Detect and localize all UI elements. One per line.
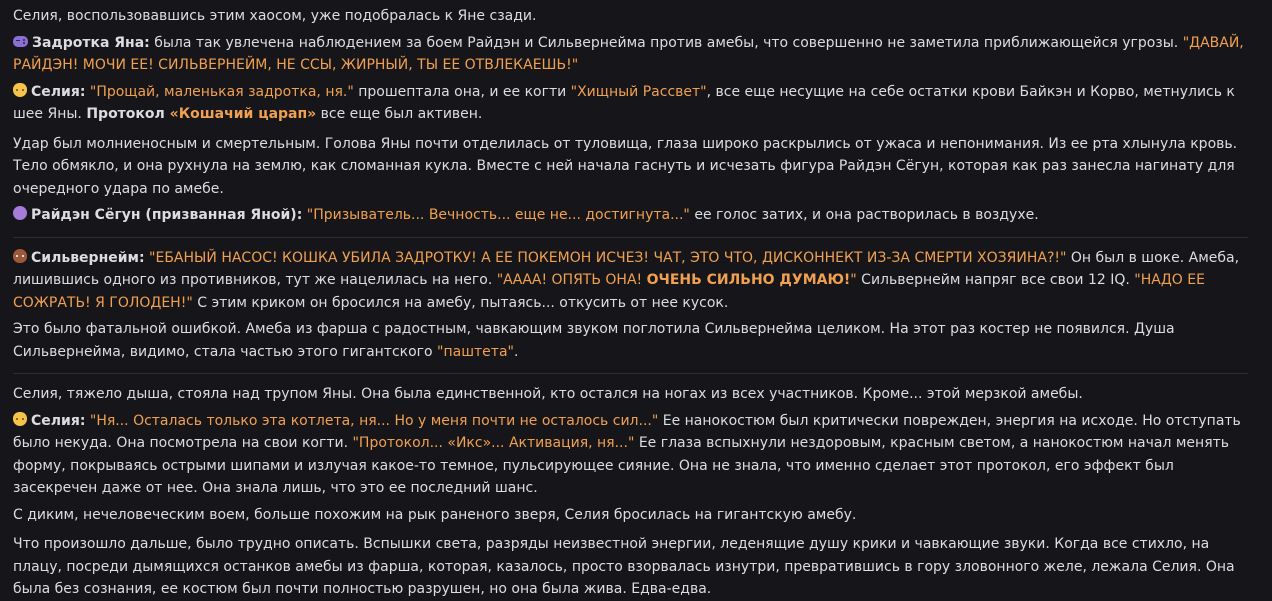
narration-text: прошептала она, и ее когти: [353, 83, 571, 100]
dialogue-celia: [13, 81, 1258, 126]
speaker-name: Задротка Яна:: [32, 34, 150, 51]
narration-text: С этим криком он бросился на амебу, пытаясь... откусить от нее кусок.: [192, 294, 729, 311]
narration-text: Сильвернейм напряг все свои 12 IQ.: [856, 272, 1135, 288]
quote-text: "АААА! ОПЯТЬ ОНА!: [496, 272, 647, 288]
narration-text: , все еще несущие на себе остатки крови Байкэн и Корво, метнулись к шее Яны.: [13, 83, 1235, 122]
quote-text: "Призыватель... Вечность... еще не... достигнута...": [306, 207, 690, 223]
gamepad-icon: [13, 36, 28, 47]
narration-text: .: [513, 343, 519, 360]
narration-text: все еще был активен.: [316, 106, 483, 122]
narration-paragraph: [13, 5, 1258, 28]
narration-paragraph: [13, 133, 1258, 201]
dialogue-celia: [13, 410, 1258, 500]
divider: [13, 373, 1248, 374]
narration-text: Селия, воспользовавшись этим хаосом, уже подобралась к Яне сзади.: [13, 8, 537, 24]
quote-text: "НАДО ЕЕ СОЖРАТЬ! Я ГОЛОДЕН!": [13, 272, 1205, 311]
narration-text: Ее глаза вспыхнули нездоровым, красным светом, а нанокостюм начал менять форму, покрываясь острыми шипами и излучая какое-то темное, пульсирующее сияние. Она не знала, что именно сделает этот протокол, его эффект был засекречен даже от нее. Она знала лишь, что это ее последний шанс.: [13, 435, 1230, 496]
narration-text: С диким, нечеловеческим воем, больше похожим на рык раненого зверя, Селия бросилась на гигантскую амебу.: [13, 506, 857, 523]
speaker-name: Райдэн Сёгун (призванная Яной):: [31, 207, 303, 223]
quote-text: "Хищный Рассвет": [570, 83, 707, 100]
cat-face-icon: [13, 412, 27, 426]
narration-paragraph: [13, 383, 1258, 406]
divider: [13, 237, 1248, 238]
speaker-name: Селия:: [31, 83, 86, 100]
narration-text: ее голос затих, и она растворилась в воздухе.: [689, 207, 1039, 223]
cat-face-icon: [13, 83, 27, 97]
dialogue-silvername: [13, 247, 1258, 315]
dialogue-yana: [13, 32, 1258, 77]
bold-quote-text: «Кошачий царап»: [169, 106, 317, 122]
dialogue-raiden: [13, 204, 1258, 227]
narration-paragraph: [13, 533, 1258, 601]
narration-text: Удар был молниеносным и смертельным. Голова Яны почти отделилась от туловища, глаза широко раскрылись от ужаса и непонимания. Из ее рта хлынула кровь. Тело обмякло, и она рухнула на землю, как сломанная кукла. Вместе с ней начала гаснуть и исчезать фигура Райдэн Сёгун, которая как раз занесла нагинату для очередного удара по амебе.: [13, 135, 1238, 197]
narration-text: Ее нанокостюм был критически поврежден, энергия на исходе. Но отступать было некуда. Она посмотрела на свои когти.: [13, 412, 1241, 451]
quote-text: "Прощай, маленькая задротка, ня.": [89, 83, 354, 100]
narration-text: Он был в шоке. Амеба, лишившись одного из противников, тут же нацелилась на него.: [13, 249, 1240, 288]
quote-text: "ДАВАЙ, РАЙДЭН! МОЧИ ЕЕ! СИЛЬВЕРНЕЙМ, НЕ ССЫ, ЖИРНЫЙ, ТЫ ЕЕ ОТВЛЕКАЕШЬ!": [13, 34, 1244, 73]
quote-text: "паштета": [437, 343, 514, 360]
quote-text: "Протокол... «Икс»... Активация, ня...": [352, 435, 635, 451]
narration-paragraph: [13, 318, 1258, 363]
quote-text: ": [850, 272, 857, 288]
speaker-name: Селия:: [31, 412, 86, 429]
poop-icon: [13, 249, 27, 263]
purple-circle-icon: [13, 206, 27, 220]
quote-text: "ЕБАНЫЙ НАСОС! КОШКА УБИЛА ЗАДРОТКУ! А ЕЕ ПОКЕМОН ИСЧЕЗ! ЧАТ, ЭТО ЧТО, ДИСКОННЕКТ ИЗ-ЗА СМЕРТИ ХОЗЯИНА?!": [149, 249, 1067, 266]
narration-text: была так увлечена наблюдением за боем Райдэн и Сильвернейма против амебы, что совершенно не заметила приближающейся угрозы.: [149, 34, 1183, 51]
narration-text: Что произошло дальше, было трудно описать. Вспышки света, разряды неизвестной энергии, леденящие душу крики и чавкающие звуки. Когда все стихло, на плацу, посреди дымящихся останков амебы из фарша, которая, казалось, просто взорвалась изнутри, превратившись в гору зловонного желе, лежала Селия. Она была без сознания, ее костюм был почти полностью разрушен, но она была жива. Едва-едва.: [13, 536, 1235, 597]
narration-text: Селия, тяжело дыша, стояла над трупом Яны. Она была единственной, кто остался на ногах из всех участников. Кроме... этой мерзкой амебы.: [13, 386, 1083, 402]
quote-text: "Ня... Осталась только эта котлета, ня... Но у меня почти не осталось сил...": [89, 412, 659, 429]
bold-text: Протокол: [86, 106, 170, 122]
bold-quote-text: ОЧЕНЬ СИЛЬНО ДУМАЮ!: [646, 272, 851, 288]
narration-paragraph: [13, 504, 1258, 527]
narration-text: Это было фатальной ошибкой. Амеба из фарша с радостным, чавкающим звуком поглотила Сильвернейма целиком. На этот раз костер не появился. Душа Сильвернейма, видимо, стала частью этого гигантского: [13, 321, 1175, 360]
speaker-name: Сильвернейм:: [31, 249, 145, 266]
